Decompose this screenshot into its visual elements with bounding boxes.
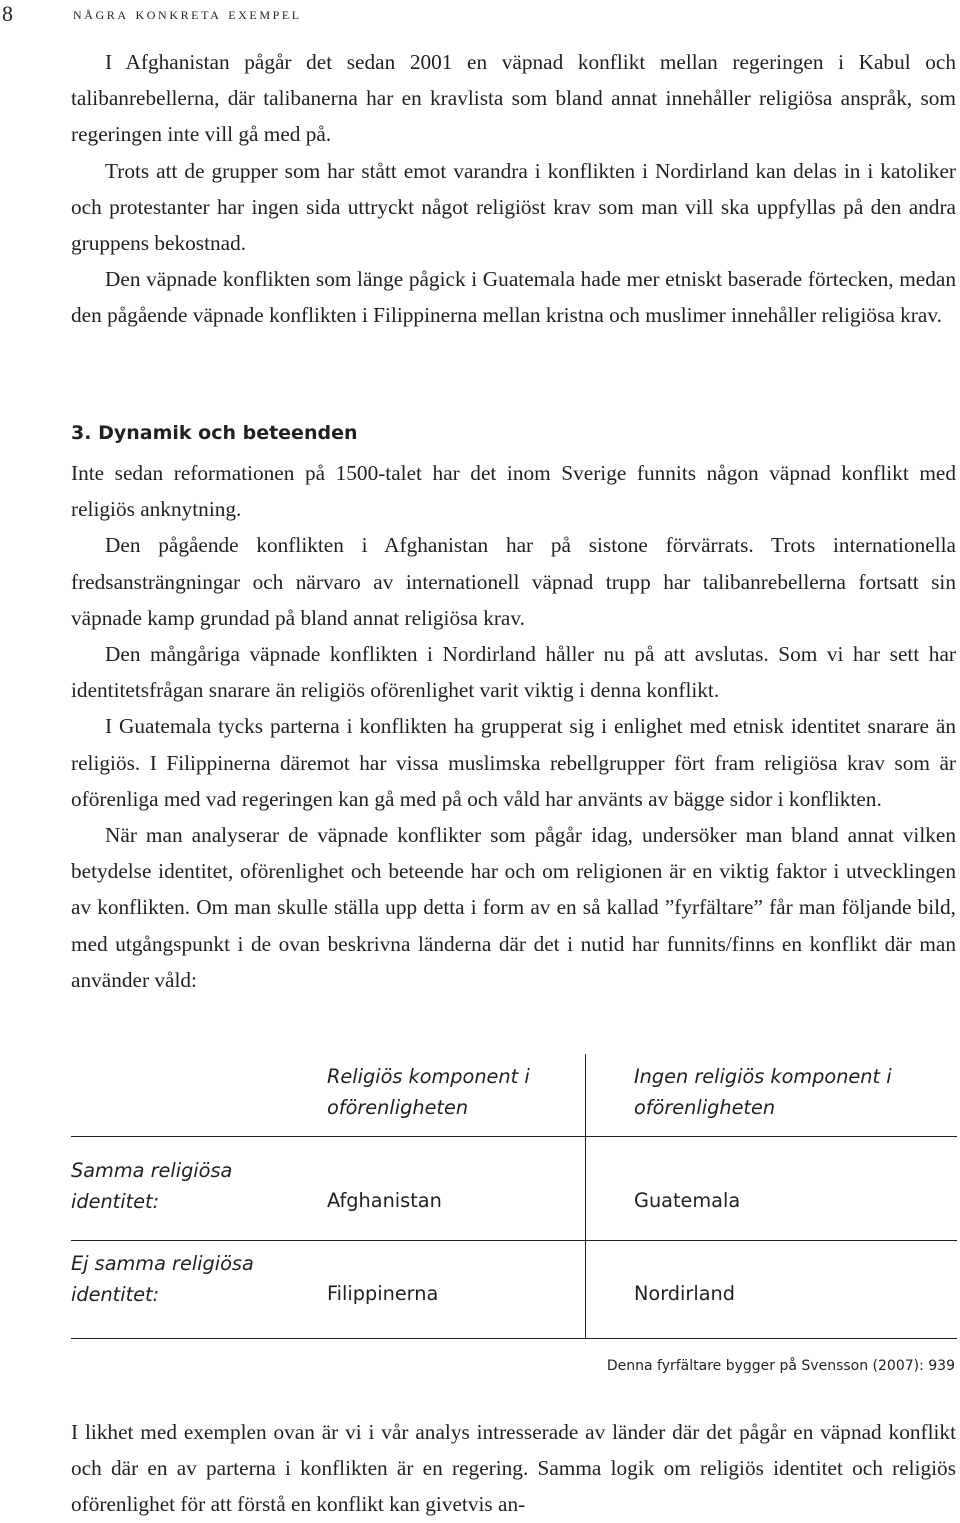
paragraph: I Afghanistan pågår det sedan 2001 en väpnad konflikt mellan regeringen i Kabul och talibanrebellerna, där talibanerna har en kravlista som bland annat innehåller religiösa anspråk, som regeringen inte vill gå med på. (71, 50, 956, 147)
section-text (71, 455, 956, 998)
table-rule-middle (71, 1240, 957, 1241)
section-heading (71, 417, 357, 449)
running-head: några konkreta exempel (73, 4, 302, 23)
paragraph: Trots att de grupper som har stått emot varandra i konflikten i Nordirland kan delas in i katoliker och protestanter har ingen sida uttryckt något religiöst krav som man vill ska uppfyllas på den andra gruppens bekostnad. (71, 158, 956, 256)
paragraph: Den mångåriga väpnade konflikten i Nordirland håller nu på att avslutas. Som vi har sett har identitetsfrågan snarare än religiös oförenlighet varit viktig i denna konflikt. (71, 642, 956, 703)
table-cell: Afghanistan (327, 1189, 442, 1212)
intro-text (71, 44, 956, 334)
paragraph: I Guatemala tycks parterna i konflikten ha grupperat sig i enlighet med etnisk identitet snarare än religiös. I Filippinerna däremot har vissa muslimska rebellgrupper fört fram religiösa krav som är oförenliga med vad regeringen kan gå med på och våld har använts av bägge sidor i konflikten. (71, 714, 956, 811)
column-header: Ingen religiös komponent i oförenligheten (634, 1065, 892, 1119)
table-rule-bottom (71, 1338, 957, 1339)
table-rule-top (71, 1136, 957, 1137)
paragraph: När man analyserar de väpnade konflikter som pågår idag, undersöker man bland annat vilken betydelse identitet, oförenlighet och beteende har och om religionen är en viktig faktor i utvecklingen av konflikten. Om man skulle ställa upp detta i form av en så kallad ”fyrfältare” får man följande bild, med utgångspunkt i de ovan beskrivna länderna där det i nutid har funnits/finns en konflikt där man använder våld: (71, 823, 956, 992)
closing-text (71, 1414, 956, 1523)
page-number: 8 (2, 1, 13, 26)
paragraph: Inte sedan reformationen på 1500-talet har det inom Sverige funnits någon väpnad konflikt med religiös anknytning. (71, 461, 956, 522)
paragraph: Den väpnade konflikten som länge pågick i Guatemala hade mer etniskt baserade förtecken, medan den pågående väpnade konflikten i Filippinerna mellan kristna och muslimer innehåller religiösa krav. (71, 267, 956, 328)
row-header: Ej samma religiösa identitet: (71, 1252, 254, 1306)
row-header: Samma religiösa identitet: (71, 1159, 233, 1213)
table-cell: Guatemala (634, 1189, 741, 1212)
paragraph: I likhet med exemplen ovan är vi i vår analys intresserade av länder där det pågår en väpnad konflikt och där en av parterna i konflikten är en regering. Samma logik om religiös identitet och religiös oförenlighet för att förstå en konflikt kan givetvis an- (71, 1420, 956, 1517)
paragraph: Den pågående konflikten i Afghanistan har på sistone förvärrats. Trots internationella fredsansträngningar och närvaro av internationell väpnad trupp har talibanrebellerna fortsatt sin väpnade kamp grundad på bland annat religiösa krav. (71, 533, 956, 630)
table-cell: Nordirland (634, 1282, 735, 1305)
section-number: 3. (71, 422, 92, 444)
section-title: Dynamik och beteenden (98, 422, 358, 444)
table-vertical-rule (585, 1054, 586, 1338)
table-cell: Filippinerna (327, 1282, 439, 1305)
column-header: Religiös komponent i oförenligheten (327, 1065, 530, 1119)
table-caption: Denna fyrfältare bygger på Svensson (2007): 939 (606, 1358, 955, 1374)
